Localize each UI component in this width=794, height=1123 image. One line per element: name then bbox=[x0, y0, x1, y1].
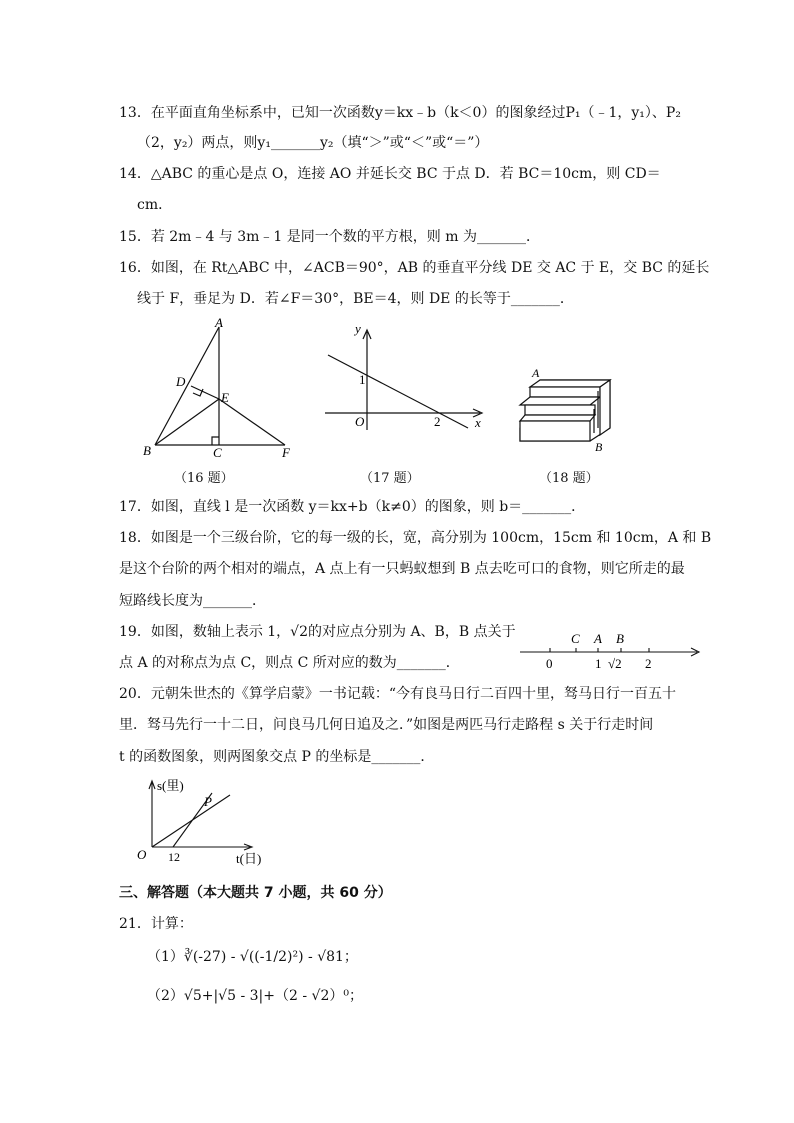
fig16-label-d: D bbox=[176, 374, 186, 389]
fig20-label-p: P bbox=[204, 794, 212, 809]
q18-line3: 短路线长度为_______． bbox=[119, 593, 266, 609]
figure-19-number-line bbox=[515, 628, 705, 673]
fig18-label-b: B bbox=[595, 440, 603, 454]
figure-20 bbox=[132, 775, 277, 870]
fig18-label-a: A bbox=[532, 366, 540, 380]
fig20-label-t: t(日) bbox=[236, 851, 262, 866]
fig16-label-f: F bbox=[282, 445, 290, 460]
q16-line1: 16．如图，在 Rt△ABC 中，∠ACB＝90°，AB 的垂直平分线 DE 交 AC 于 E，交 BC 的延长 bbox=[119, 260, 710, 276]
q21-line: 21．计算： bbox=[119, 916, 193, 932]
q20-line2: 里．驽马先行一十二日，问良马几何日追及之．”如图是两匹马行走路程 s 关于行走时间 bbox=[119, 717, 654, 733]
fig19-label-0: 0 bbox=[546, 656, 553, 671]
section-3-heading: 三、解答题（本大题共 7 小题，共 60 分） bbox=[119, 885, 392, 901]
fig19-label-1: 1 bbox=[595, 656, 602, 671]
fig17-label-y: y bbox=[355, 321, 361, 336]
q15-line: 15．若 2m﹣4 与 3m﹣1 是同一个数的平方根，则 m 为_______． bbox=[119, 229, 540, 245]
fig16-caption: （16 题） bbox=[174, 471, 234, 486]
q21-part1: （1）∛(-27) - √((-1/2)²) - √81； bbox=[147, 949, 358, 965]
q16-line2: 线于 F，垂足为 D．若∠F＝30°，BE＝4，则 DE 的长等于_______． bbox=[137, 291, 574, 307]
q17-line: 17．如图，直线 l 是一次函数 y＝kx+b（k≠0）的图象，则 b＝_______． bbox=[119, 499, 586, 515]
fig19-label-sqrt2: √2 bbox=[608, 656, 622, 671]
q21-part2: （2）√5+|√5 - 3|+（2 - √2）⁰； bbox=[147, 988, 363, 1004]
q20-line1: 20．元朝朱世杰的《算学启蒙》一书记载：“今有良马日行二百四十里，驽马日行一百五十 bbox=[119, 686, 676, 702]
fig20-label-s: s(里) bbox=[157, 778, 184, 793]
fig16-label-a: A bbox=[215, 315, 223, 330]
fig19-label-b: B bbox=[616, 631, 624, 646]
fig20-label-12: 12 bbox=[168, 850, 180, 864]
fig17-caption: （17 题） bbox=[360, 471, 420, 486]
fig16-label-b: B bbox=[143, 443, 151, 458]
figure-16 bbox=[135, 315, 305, 460]
fig18-caption: （18 题） bbox=[539, 471, 599, 486]
fig19-label-c: C bbox=[571, 631, 580, 646]
q14-line2: cm． bbox=[137, 197, 173, 213]
q18-line2: 是这个台阶的两个相对的端点，A 点上有一只蚂蚁想到 B 点去吃可口的食物，则它所走的最 bbox=[119, 561, 685, 577]
q13-line1: 13．在平面直角坐标系中，已知一次函数y＝kx﹣b（k＜0）的图象经过P₁（﹣1，y₁）、P₂ bbox=[119, 105, 681, 121]
q19-line1: 19．如图，数轴上表示 1，√2的对应点分别为 A、B，B 点关于 bbox=[119, 624, 516, 640]
fig16-label-e: E bbox=[221, 390, 229, 405]
fig17-label-o: O bbox=[355, 414, 365, 429]
fig17-label-1: 1 bbox=[359, 372, 366, 387]
q14-line1: 14．△ABC 的重心是点 O，连接 AO 并延长交 BC 于点 D．若 BC＝10cm，则 CD＝ bbox=[119, 166, 661, 182]
fig19-label-a: A bbox=[594, 631, 602, 646]
fig16-label-c: C bbox=[213, 445, 222, 460]
fig17-label-2: 2 bbox=[434, 414, 441, 429]
figure-18 bbox=[512, 365, 627, 455]
q13-line2: （2，y₂）两点，则y₁_______y₂（填“＞”或“＜”或“＝”） bbox=[137, 135, 489, 151]
q19-line2: 点 A 的对称点为点 C，则点 C 所对应的数为_______． bbox=[119, 655, 460, 671]
fig20-label-o: O bbox=[137, 847, 147, 862]
figure-17 bbox=[320, 320, 490, 435]
q18-line1: 18．如图是一个三级台阶，它的每一级的长，宽，高分别为 100cm，15cm 和 10cm，A 和 B bbox=[119, 530, 712, 546]
fig19-label-2: 2 bbox=[645, 656, 652, 671]
q20-line3: t 的函数图象，则两图象交点 P 的坐标是_______． bbox=[119, 749, 435, 765]
fig17-label-x: x bbox=[475, 415, 481, 430]
